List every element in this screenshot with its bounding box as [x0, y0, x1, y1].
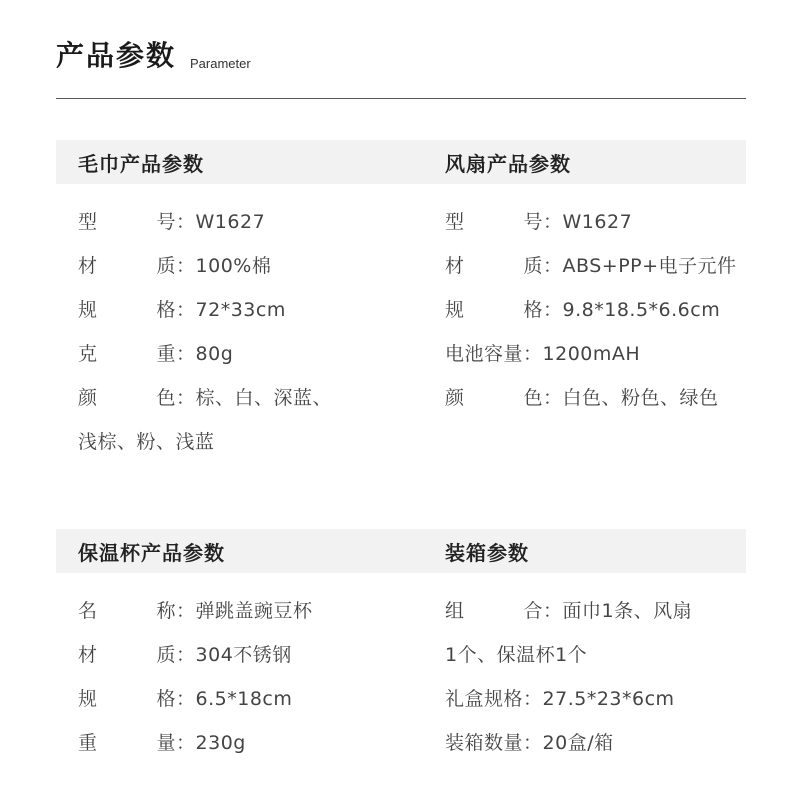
- towel-params-section: [56, 140, 416, 464]
- separator: ：: [176, 600, 196, 622]
- packing-params-header: [416, 529, 746, 573]
- towel-material-label: 材 质: [78, 255, 176, 277]
- separator: ：: [176, 644, 196, 666]
- towel-color-label: 颜 色: [78, 387, 176, 409]
- towel-material-value: 100%棉: [195, 255, 272, 277]
- fan-params-title: 风扇产品参数: [445, 151, 571, 176]
- fan-material-row: [445, 244, 746, 288]
- cup-params-title: 保温杯产品参数: [78, 540, 225, 565]
- separator: ：: [523, 732, 543, 754]
- packing-params-section: [416, 529, 746, 765]
- separator: ：: [176, 255, 196, 277]
- cup-material-label: 材 质: [78, 644, 176, 666]
- towel-weight-row: [78, 332, 416, 376]
- cup-material-row: [78, 633, 416, 677]
- fan-size-row: [445, 288, 746, 332]
- separator: ：: [543, 211, 563, 233]
- separator: ：: [543, 387, 563, 409]
- cup-material-value: 304不锈钢: [195, 644, 292, 666]
- towel-size-row: [78, 288, 416, 332]
- separator: ：: [523, 688, 543, 710]
- separator: ：: [523, 343, 543, 365]
- packing-carton-value: 20盒/箱: [542, 732, 614, 754]
- packing-giftbox-value: 27.5*23*6cm: [542, 688, 675, 710]
- fan-color-row: [445, 376, 746, 420]
- fan-battery-value: 1200mAH: [542, 343, 641, 365]
- page-title: 产品参数: [56, 39, 177, 72]
- fan-material-value: ABS+PP+电子元件: [562, 255, 737, 277]
- cup-params-list: [56, 573, 416, 765]
- towel-weight-label: 克 重: [78, 343, 176, 365]
- towel-weight-value: 80g: [195, 343, 234, 365]
- towel-color-continuation: 浅棕、粉、浅蓝: [78, 431, 215, 453]
- separator: ：: [543, 255, 563, 277]
- cup-name-row: [78, 589, 416, 633]
- page-subtitle: Parameter: [190, 56, 251, 71]
- cup-params-section: [56, 529, 416, 765]
- cup-size-value: 6.5*18cm: [195, 688, 293, 710]
- towel-params-title: 毛巾产品参数: [78, 151, 204, 176]
- packing-combo-continuation: 1个、保温杯1个: [445, 644, 588, 666]
- towel-params-list: [56, 184, 416, 464]
- towel-color-row: [78, 376, 416, 420]
- separator: ：: [176, 299, 196, 321]
- towel-size-value: 72*33cm: [195, 299, 286, 321]
- packing-combo-value: 面巾1条、风扇: [562, 600, 693, 622]
- separator: ：: [176, 211, 196, 233]
- separator: ：: [176, 688, 196, 710]
- fan-model-value: W1627: [562, 211, 633, 233]
- towel-model-row: [78, 200, 416, 244]
- towel-material-row: [78, 244, 416, 288]
- separator: ：: [176, 387, 196, 409]
- fan-model-label: 型 号: [445, 211, 543, 233]
- fan-params-header: [416, 140, 746, 184]
- header-divider: [56, 98, 746, 99]
- packing-giftbox-row: [445, 677, 746, 721]
- cup-weight-row: [78, 721, 416, 765]
- packing-carton-row: [445, 721, 746, 765]
- fan-model-row: [445, 200, 746, 244]
- fan-size-value: 9.8*18.5*6.6cm: [562, 299, 721, 321]
- packing-giftbox-label: 礼盒规格: [445, 688, 524, 710]
- fan-battery-label: 电池容量: [445, 343, 524, 365]
- separator: ：: [176, 343, 196, 365]
- fan-color-value: 白色、粉色、绿色: [562, 387, 719, 409]
- fan-params-list: [416, 184, 746, 420]
- packing-params-title: 装箱参数: [445, 540, 529, 565]
- packing-params-list: [416, 573, 746, 765]
- towel-size-label: 规 格: [78, 299, 176, 321]
- separator: ：: [176, 732, 196, 754]
- fan-size-label: 规 格: [445, 299, 543, 321]
- fan-params-section: [416, 140, 746, 420]
- separator: ：: [543, 600, 563, 622]
- cup-params-header: [56, 529, 416, 573]
- cup-weight-value: 230g: [195, 732, 246, 754]
- cup-weight-label: 重 量: [78, 732, 176, 754]
- cup-size-label: 规 格: [78, 688, 176, 710]
- fan-material-label: 材 质: [445, 255, 543, 277]
- cup-name-value: 弹跳盖豌豆杯: [195, 600, 313, 622]
- page-header: [56, 30, 251, 76]
- fan-color-label: 颜 色: [445, 387, 543, 409]
- packing-carton-label: 装箱数量: [445, 732, 524, 754]
- towel-color-value: 棕、白、深蓝、: [195, 387, 333, 409]
- packing-combo-row: [445, 589, 746, 633]
- packing-combo-label: 组 合: [445, 600, 543, 622]
- cup-size-row: [78, 677, 416, 721]
- towel-params-header: [56, 140, 416, 184]
- cup-name-label: 名 称: [78, 600, 176, 622]
- towel-model-label: 型 号: [78, 211, 176, 233]
- separator: ：: [543, 299, 563, 321]
- fan-battery-row: [445, 332, 746, 376]
- towel-model-value: W1627: [195, 211, 266, 233]
